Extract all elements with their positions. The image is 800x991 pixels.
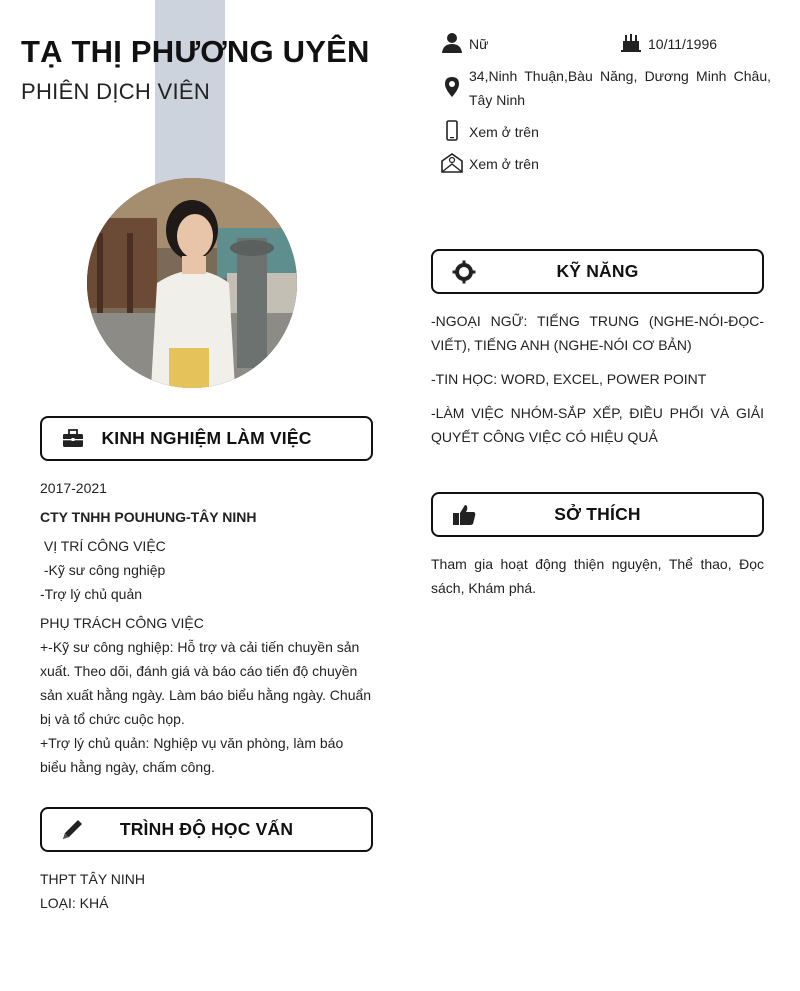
phone-value: Xem ở trên <box>469 124 539 140</box>
briefcase-icon <box>60 427 86 451</box>
education-school: THPT TÂY NINH <box>40 871 146 887</box>
experience-heading <box>40 416 373 461</box>
position-item: -Trợ lý chủ quản <box>40 586 143 602</box>
email-envelope-icon <box>441 152 463 174</box>
person-icon <box>441 32 463 54</box>
address-value: 34,Ninh Thuận,Bàu Năng, Dương Minh Châu, Tây Ninh <box>469 68 771 108</box>
gender-value: Nữ <box>469 36 489 52</box>
gender-row <box>441 32 488 56</box>
skills-heading <box>431 249 764 294</box>
candidate-name: TẠ THỊ PHƯƠNG UYÊN <box>21 34 370 69</box>
phone-icon <box>441 120 463 142</box>
birthday-row <box>620 32 717 56</box>
skill-item: -LÀM VIỆC NHÓM-SẮP XẾP, ĐIỀU PHỐI VÀ GIẢI QUYẾT CÔNG VIỆC CÓ HIỆU QUẢ <box>431 405 764 445</box>
experience-company: CTY TNHH POUHUNG-TÂY NINH <box>40 509 257 525</box>
location-pin-icon <box>441 76 463 98</box>
pencil-icon <box>60 818 86 842</box>
avatar <box>87 178 297 388</box>
birthday-cake-icon <box>620 32 642 54</box>
positions-label: VỊ TRÍ CÔNG VIỆC <box>40 538 166 554</box>
experience-period: 2017-2021 <box>40 480 107 496</box>
hobbies-heading <box>431 492 764 537</box>
education-grade: LOẠI: KHÁ <box>40 895 109 911</box>
phone-row <box>441 120 539 144</box>
education-heading <box>40 807 373 852</box>
duty-item: +Trợ lý chủ quản: Nghiệp vụ văn phòng, làm báo biểu hằng ngày, chấm công. <box>40 735 344 775</box>
hobbies-text: Tham gia hoạt động thiện nguyện, Thể thao, Đọc sách, Khám phá. <box>431 556 764 596</box>
gear-icon <box>451 260 477 284</box>
position-item: -Kỹ sư công nghiệp <box>40 562 166 578</box>
email-value: Xem ở trên <box>469 156 539 172</box>
duty-item: +-Kỹ sư công nghiệp: Hỗ trợ và cải tiến chuyền sản xuất. Theo dõi, đánh giá và báo cáo tiến độ chuyền sản xuất hằng ngày. Làm báo biểu hằng ngày. Chuẩn bị và tổ chức cuộc họp. <box>40 639 372 727</box>
skills-heading-text: KỸ NĂNG <box>556 261 639 281</box>
hobbies-heading-text: SỞ THÍCH <box>554 504 641 524</box>
skill-item: -TIN HỌC: WORD, EXCEL, POWER POINT <box>431 371 707 387</box>
email-row <box>441 152 539 176</box>
duties-label: PHỤ TRÁCH CÔNG VIỆC <box>40 615 204 631</box>
job-title: PHIÊN DỊCH VIÊN <box>21 79 211 104</box>
education-heading-text: TRÌNH ĐỘ HỌC VẤN <box>119 819 294 839</box>
address-row <box>441 64 771 112</box>
experience-heading-text: KINH NGHIỆM LÀM VIỆC <box>101 428 312 448</box>
thumbs-up-icon <box>451 503 477 527</box>
skill-item: -NGOẠI NGỮ: TIẾNG TRUNG (NGHE-NÓI-ĐỌC-VIẾT), TIẾNG ANH (NGHE-NÓI CƠ BẢN) <box>431 313 764 353</box>
birthday-value: 10/11/1996 <box>648 36 718 52</box>
